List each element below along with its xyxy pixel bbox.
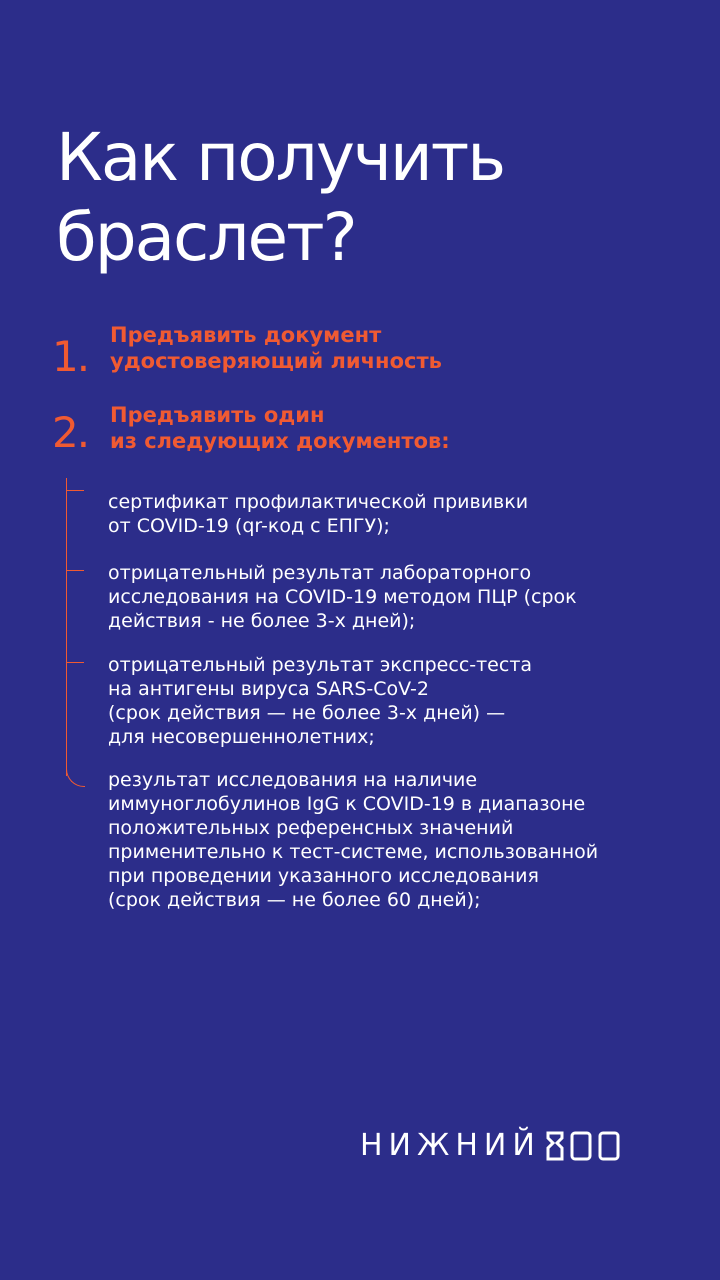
document-item-line: для несовершеннолетних;	[108, 726, 375, 748]
list-tick	[66, 662, 84, 663]
step-2-number: 2.	[52, 408, 89, 457]
document-item-line: отрицательный результат лабораторного	[108, 562, 532, 584]
title-line-1: Как получить	[56, 119, 505, 196]
step-1-line-2: удостоверяющий личность	[110, 349, 442, 373]
step-2-text	[110, 402, 450, 454]
list-bracket-line	[66, 478, 68, 776]
document-item-line: при проведении указанного исследования	[108, 865, 539, 887]
brand-logo	[360, 1128, 621, 1164]
800-mark-icon	[543, 1130, 621, 1162]
document-item-line: сертификат профилактической прививки	[108, 491, 529, 513]
document-item-3	[108, 653, 708, 749]
step-1-text	[110, 322, 442, 374]
document-item-line: иммуноглобулинов IgG к COVID-19 в диапазоне	[108, 793, 586, 815]
document-item-line: (срок действия — не более 3-х дней) —	[108, 702, 506, 724]
document-item-line: на антигены вируса SARS-CoV-2	[108, 678, 429, 700]
document-item-line: от COVID-19 (qr-код с ЕПГУ);	[108, 515, 390, 537]
list-tick	[66, 490, 84, 491]
step-1-number: 1.	[52, 332, 89, 381]
title-line-2: браслет?	[56, 199, 356, 276]
step-2-line-2: из следующих документов:	[110, 429, 450, 453]
document-item-2	[108, 561, 708, 633]
list-tick	[66, 570, 84, 571]
document-item-line: применительно к тест-системе, использованной	[108, 841, 599, 863]
logo-text: НИЖНИЙ	[360, 1128, 541, 1163]
document-item-line: исследования на COVID-19 методом ПЦР (срок	[108, 586, 577, 608]
document-item-line: (срок действия — не более 60 дней);	[108, 889, 481, 911]
document-item-line: положительных референсных значений	[108, 817, 514, 839]
document-item-4	[108, 768, 708, 912]
document-item-line: действия - не более 3-х дней);	[108, 610, 416, 632]
list-bracket-curve	[66, 768, 85, 787]
step-2-line-1: Предъявить один	[110, 403, 325, 427]
document-item-1	[108, 490, 708, 538]
document-item-line: результат исследования на наличие	[108, 769, 478, 791]
step-1-line-1: Предъявить документ	[110, 323, 382, 347]
document-item-line: отрицательный результат экспресс-теста	[108, 654, 533, 676]
page-title	[56, 118, 676, 278]
